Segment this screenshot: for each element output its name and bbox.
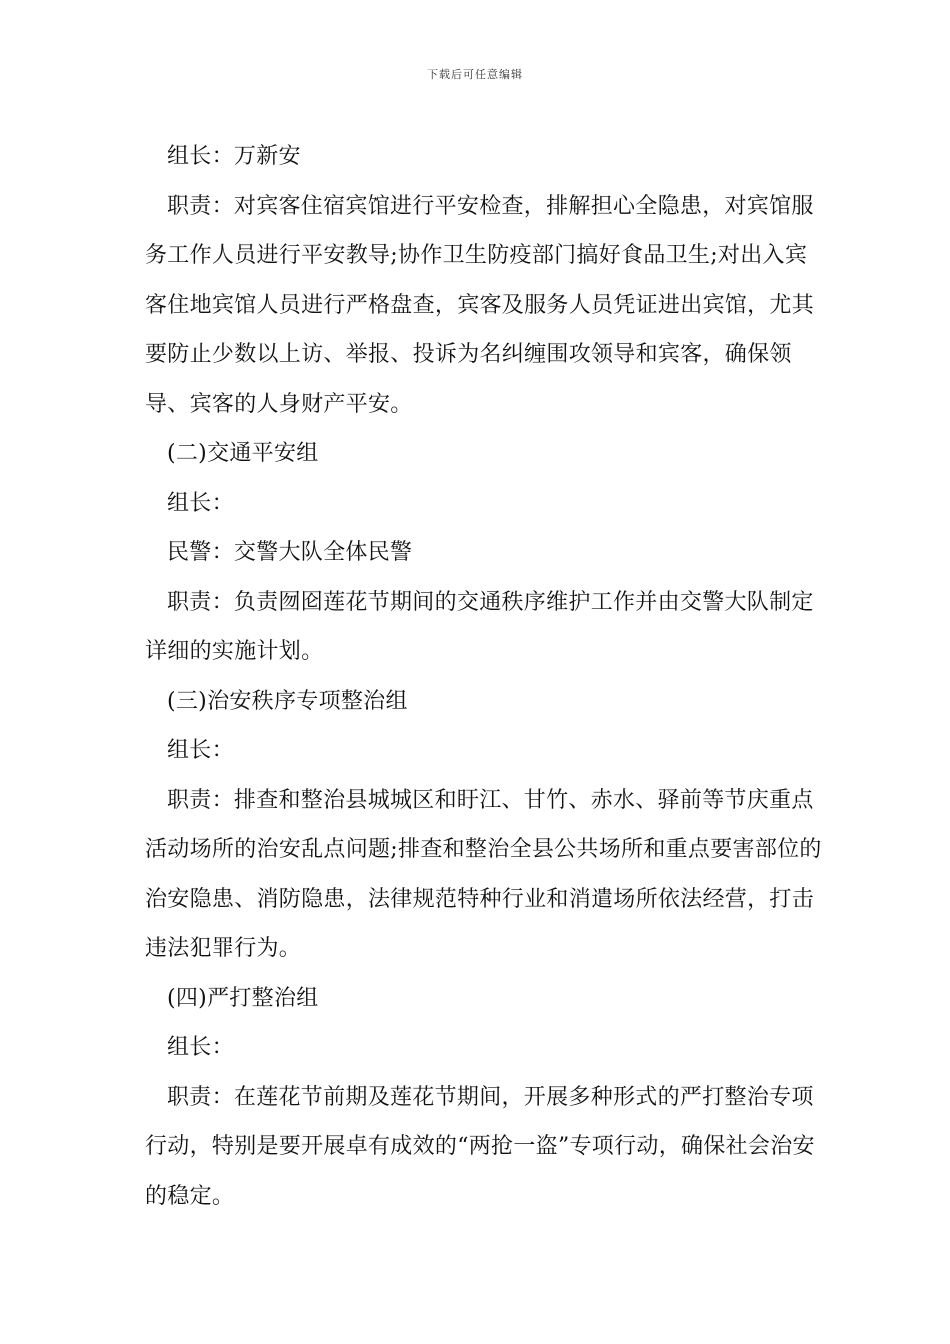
document-body: [145, 132, 825, 1221]
paragraph-police-traffic: 民警：交警大队全体民警: [167, 540, 413, 565]
paragraph-leader-wan: 组长：万新安: [167, 144, 301, 169]
paragraph-leader-crackdown: 组长：: [167, 1035, 234, 1060]
paragraph-leader-public-order: 组长：: [167, 738, 234, 763]
header-note: 下载后可任意编辑: [427, 68, 523, 81]
paragraph-leader-traffic: 组长：: [167, 490, 234, 516]
paragraph-duties-hotel: 职责：对宾客住宿宾馆进行平安检查，排解担心全隐患，对宾馆服务工作人员进行平安教导;协作卫生防疫部门搞好食品卫生;对出入宾客住地宾馆人员进行严格盘查，宾客及服务人员凭证进出宾馆，尤其要防止少数以上访、举报、投诉为名纠缠围攻领导和宾客，确保领导、宾客的人身财产平安。: [145, 193, 815, 417]
paragraph-duties-crackdown: 职责：在莲花节前期及莲花节期间，开展多种形式的严打整治专项行动，特别是要开展卓有成效的“两抢一盗”专项行动，确保社会治安的稳定。: [145, 1084, 815, 1209]
section-heading-crackdown: (四)严打整治组: [167, 985, 319, 1011]
section-heading-traffic: (二)交通平安组: [167, 441, 319, 466]
paragraph-duties-traffic: 职责：负责囫囵莲花节期间的交通秩序维护工作并由交警大队制定详细的实施计划。: [145, 589, 814, 664]
section-heading-public-order: (三)治安秩序专项整治组: [167, 688, 408, 714]
paragraph-duties-public-order: 职责：排查和整治县城城区和盱江、甘竹、赤水、驿前等节庆重点活动场所的治安乱点问题;排查和整治全县公共场所和重点要害部位的治安隐患、消防隐患，法律规范特种行业和消遣场所依法经营，打击违法犯罪行为。: [145, 787, 822, 961]
